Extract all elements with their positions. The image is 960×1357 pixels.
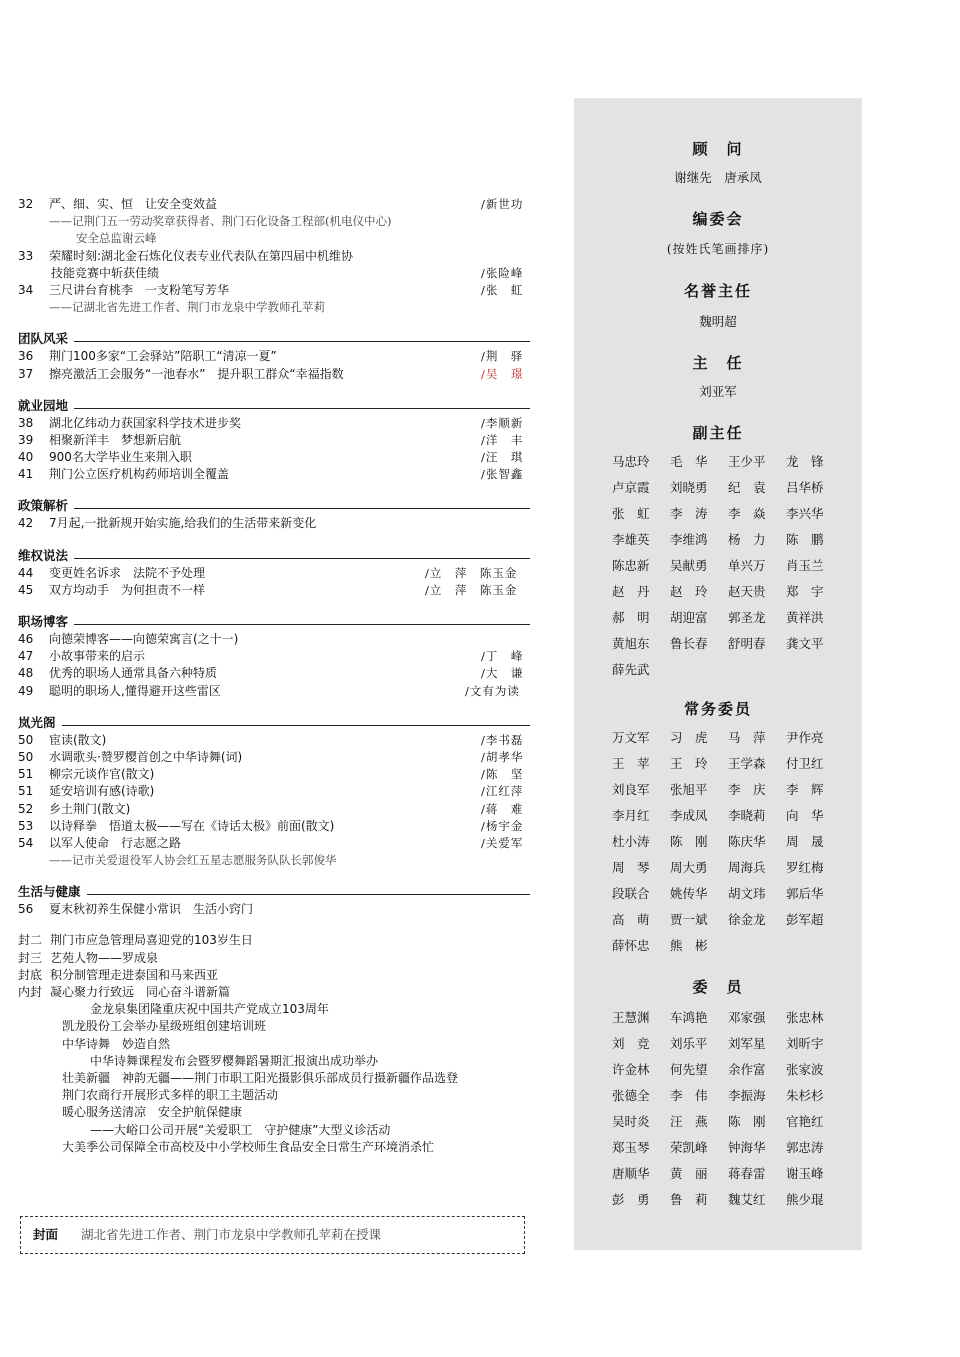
toc-entry — [18, 196, 530, 213]
article-author: /张 虹 — [481, 282, 524, 297]
board-member-name: 郭忠涛 — [786, 1140, 824, 1155]
article-title: 900名大学毕业生来荆入职 — [49, 450, 192, 465]
board-member-name: 彭军超 — [786, 912, 824, 927]
page-number: 53 — [18, 818, 34, 833]
article-title: 7月起,一批新规开始实施,给我们的生活带来新变化 — [49, 516, 317, 531]
cover-page-entry — [18, 932, 530, 949]
board-member-name: 李月红 — [612, 808, 650, 823]
page-number: 44 — [18, 565, 34, 580]
toc-entry — [18, 665, 530, 682]
article-author: /胡孝华 — [481, 749, 524, 764]
article-title: 荆门100多家“工会驿站”陪职工“清凉一夏” — [49, 349, 277, 364]
article-author: /张险峰 — [481, 265, 524, 280]
page-number: 39 — [18, 432, 34, 447]
article-author: /大 谦 — [481, 666, 524, 681]
section-heading — [18, 613, 530, 631]
article-subtitle-continued: 安全总监谢云峰 — [76, 231, 157, 246]
article-title: 柳宗元谈作官(散文) — [49, 767, 155, 782]
board-member-name: 鲁长春 — [670, 636, 708, 651]
cover-page-entry — [18, 1018, 530, 1035]
board-member-name: 张忠林 — [786, 1010, 824, 1025]
article-title: 变更姓名诉求 法院不予处理 — [49, 565, 206, 580]
article-title: 荆门公立医疗机构药师培训全覆盖 — [49, 467, 230, 482]
board-member-name: 钟海华 — [728, 1140, 766, 1155]
section-heading — [18, 397, 530, 415]
cover-page-entry — [18, 950, 530, 967]
section-title: 政策解析 — [18, 497, 74, 515]
page-number: 47 — [18, 649, 34, 664]
board-member-name: 毛 华 — [670, 454, 708, 469]
editorial-board-panel — [574, 98, 862, 1250]
article-title: 水调歌头·赞罗樱首创之中华诗舞(词) — [49, 749, 243, 764]
article-title: 以诗释拳 悟道太极——写在《诗话太极》前面(散文) — [49, 818, 335, 833]
board-member-name: 陈庆华 — [728, 834, 766, 849]
board-member-name: 卢京霞 — [612, 480, 650, 495]
board-member-name: 向 华 — [786, 808, 824, 823]
board-member-name: 王 苹 — [612, 756, 650, 771]
cover-page-item: 暖心服务送清凉 安全护航保健康 — [62, 1105, 243, 1120]
article-author: /新世功 — [481, 197, 524, 211]
board-member-name: 蒋春雷 — [728, 1166, 766, 1181]
board-member-name: 吴时炎 — [612, 1114, 650, 1129]
board-member-name: 唐顺华 — [612, 1166, 650, 1181]
page-number: 36 — [18, 349, 34, 364]
article-author: /杨宇金 — [481, 818, 524, 833]
section-heading — [18, 547, 530, 565]
toc-entry — [18, 852, 530, 869]
cover-page-entry — [18, 1070, 530, 1087]
toc-entry — [18, 265, 530, 282]
section-title: 维权说法 — [18, 547, 74, 565]
spacer — [18, 918, 530, 932]
board-member-name: 赵 丹 — [612, 584, 650, 599]
committee-heading: 编委会 — [692, 210, 744, 228]
section-title: 岚光阁 — [18, 714, 62, 732]
board-member-name: 周海兵 — [728, 860, 766, 875]
board-member-name: 周 晟 — [786, 834, 824, 849]
page-number: 49 — [18, 683, 34, 698]
section-title: 生活与健康 — [18, 883, 87, 901]
board-member-name: 王学森 — [728, 756, 766, 771]
page-number: 32 — [18, 197, 34, 211]
article-title: 小故事带来的启示 — [49, 649, 146, 664]
section-title: 职场博客 — [18, 613, 74, 631]
board-member-name: 肖玉兰 — [786, 558, 824, 573]
board-member-name: 李雄英 — [612, 532, 650, 547]
board-member-name: 薛怀忠 — [612, 938, 650, 953]
article-author: /立 萍 陈玉金 — [425, 565, 518, 580]
board-member-name: 马忠玲 — [612, 454, 650, 469]
article-title: 聪明的职场人,懂得避开这些雷区 — [49, 683, 221, 698]
board-member-name: 薛先武 — [612, 662, 650, 677]
board-member-name: 车鸿艳 — [670, 1010, 708, 1025]
board-member-name: 杜小涛 — [612, 834, 650, 849]
section-heading — [18, 714, 530, 732]
board-member-name: 单兴万 — [728, 558, 766, 573]
board-member-name: 李振海 — [728, 1088, 766, 1103]
article-author: /荆 驿 — [481, 349, 524, 364]
section-heading — [18, 330, 530, 348]
toc-entry — [18, 449, 530, 466]
cover-page-label: 内封 — [18, 985, 43, 999]
article-title: 夏末秋初养生保健小常识 生活小窍门 — [49, 902, 254, 917]
page-number: 34 — [18, 282, 34, 297]
board-member-name: 谢玉峰 — [786, 1166, 824, 1181]
cover-page-item: 荆门农商行开展形式多样的职工主题活动 — [62, 1088, 279, 1103]
toc-entry — [18, 749, 530, 766]
board-member-name: 罗红梅 — [786, 860, 824, 875]
toc-entry — [18, 432, 530, 449]
board-member-name: 郑玉琴 — [612, 1140, 650, 1155]
toc-entry — [18, 631, 530, 648]
toc-entry — [18, 299, 530, 316]
toc-entry — [18, 213, 530, 230]
page-number: 48 — [18, 666, 34, 681]
article-author: /蒋 难 — [481, 801, 524, 816]
toc-entry — [18, 415, 530, 432]
director-name: 刘亚军 — [699, 384, 737, 399]
toc-entry — [18, 248, 530, 265]
article-title: 以军人使命 行志愿之路 — [49, 835, 182, 850]
board-member-name: 高 萌 — [612, 912, 650, 927]
section-rule — [18, 894, 530, 895]
page-number: 33 — [18, 248, 34, 263]
page-number: 41 — [18, 467, 34, 482]
toc-entry — [18, 783, 530, 800]
members-heading: 委 员 — [692, 978, 744, 996]
toc-entry — [18, 515, 530, 532]
board-member-name: 胡文玮 — [728, 886, 766, 901]
section-heading — [18, 883, 530, 901]
board-member-name: 胡迎富 — [670, 610, 708, 625]
article-author: /洋 丰 — [481, 432, 524, 447]
board-member-name: 陈 刚 — [728, 1114, 766, 1129]
board-member-name: 黄祥洪 — [786, 610, 824, 625]
board-member-name: 荣凯峰 — [670, 1140, 708, 1155]
board-member-name: 郝 明 — [612, 610, 650, 625]
page-number: 38 — [18, 415, 34, 430]
board-member-name: 张家波 — [786, 1062, 824, 1077]
cover-page-entry — [18, 984, 530, 1001]
toc-entry — [18, 901, 530, 918]
article-subtitle: ——记市关爱退役军人协会红五星志愿服务队队长郭俊华 — [49, 853, 337, 868]
section-rule — [18, 624, 530, 625]
cover-page-label: 封底 — [18, 967, 43, 982]
section-rule — [18, 558, 530, 559]
cover-page-entry — [18, 1122, 530, 1139]
board-member-name: 李 伟 — [670, 1088, 708, 1103]
board-member-name: 陈 鹏 — [786, 532, 824, 547]
board-member-name: 刘乐平 — [670, 1036, 708, 1051]
board-member-name: 官艳红 — [786, 1114, 824, 1129]
standing-members-heading: 常务委员 — [683, 700, 752, 718]
article-author: /文有为读 — [465, 683, 520, 698]
page-number: 52 — [18, 801, 34, 816]
board-member-name: 李 庆 — [728, 782, 766, 797]
article-title: 荣耀时刻:湖北金石炼化仪表专业代表队在第四届中机维协 — [49, 248, 354, 263]
board-member-name: 尹作亮 — [786, 730, 824, 745]
board-member-name: 李兴华 — [786, 506, 824, 521]
board-member-name: 余作富 — [728, 1062, 766, 1077]
cover-page-entry — [18, 1036, 530, 1053]
cover-page-item: 大美季公司保障全市高校及中小学校师生食品安全日常生产环境消杀忙 — [62, 1139, 435, 1154]
article-title: 乡土荆门(散文) — [49, 801, 131, 816]
board-member-name: 吕华桥 — [786, 480, 824, 495]
page-number: 50 — [18, 749, 34, 764]
board-member-name: 徐金龙 — [728, 912, 766, 927]
toc-entry — [18, 230, 530, 247]
toc-entry — [18, 348, 530, 365]
director-heading: 主 任 — [692, 354, 744, 372]
article-title: 双方均动手 为何担责不一样 — [49, 582, 206, 597]
toc-entry — [18, 818, 530, 835]
board-member-name: 魏艾红 — [728, 1192, 766, 1207]
toc-entry — [18, 366, 530, 383]
board-member-name: 李晓莉 — [728, 808, 766, 823]
cover-page-label: 封三 — [18, 950, 43, 965]
board-member-name: 段联合 — [612, 886, 650, 901]
cover-page-title: 凝心聚力行致远 同心奋斗谱新篇 — [50, 985, 231, 999]
board-member-name: 舒明春 — [728, 636, 766, 651]
board-member-name: 郑 宇 — [786, 584, 824, 599]
toc-entry — [18, 282, 530, 299]
board-member-name: 李 辉 — [786, 782, 824, 797]
board-member-name: 姚传华 — [670, 886, 708, 901]
toc-entry — [18, 732, 530, 749]
section-rule — [18, 408, 530, 409]
cover-page-item: 凯龙股份工会举办星级班组创建培训班 — [62, 1019, 267, 1034]
board-member-name: 李维鸿 — [670, 532, 708, 547]
article-author: /关爱军 — [481, 835, 524, 850]
cover-page-item: 中华诗舞 妙造自然 — [62, 1036, 171, 1051]
board-member-name: 刘军星 — [728, 1036, 766, 1051]
page-number: 50 — [18, 732, 34, 747]
board-member-name: 付卫红 — [786, 756, 824, 771]
article-author: /李顺新 — [481, 415, 524, 430]
section-title: 就业园地 — [18, 397, 74, 415]
honorary-director-name: 魏明超 — [699, 314, 737, 329]
article-title: 向德荣博客——向德荣寓言(之十一) — [49, 632, 239, 646]
article-title: 宦读(散文) — [49, 732, 107, 747]
honorary-director-heading: 名誉主任 — [683, 282, 752, 300]
committee-note: (按姓氏笔画排序) — [666, 242, 770, 256]
board-member-name: 陈忠新 — [612, 558, 650, 573]
cover-caption-text: 湖北省先进工作者、荆门市龙泉中学教师孔苹莉在授课 — [81, 1227, 382, 1242]
board-member-name: 刘良军 — [612, 782, 650, 797]
section-rule — [18, 725, 530, 726]
cover-page-label: 封二 — [18, 933, 43, 948]
board-member-name: 张旭平 — [670, 782, 708, 797]
page-number: 37 — [18, 366, 34, 381]
board-member-name: 朱杉杉 — [786, 1088, 824, 1103]
board-member-name: 黄 丽 — [670, 1166, 708, 1181]
article-title: 延安培训有感(诗歌) — [49, 784, 155, 799]
board-member-name: 刘昕宇 — [786, 1036, 824, 1051]
cover-caption-label: 封面 — [33, 1227, 59, 1242]
board-member-name: 习 虎 — [670, 730, 708, 745]
board-member-name: 熊 彬 — [670, 938, 708, 953]
board-member-name: 刘晓勇 — [670, 480, 708, 495]
board-member-name: 黄旭东 — [612, 636, 650, 651]
page-number: 54 — [18, 835, 34, 850]
article-author: /江红萍 — [481, 784, 524, 799]
article-author: /汪 琪 — [481, 450, 524, 465]
cover-page-entry — [18, 1053, 530, 1070]
cover-page-entry — [18, 1104, 530, 1121]
article-title: 严、细、实、恒 让安全变效益 — [49, 197, 218, 211]
board-member-name: 赵 玲 — [670, 584, 708, 599]
board-member-name: 邓家强 — [728, 1010, 766, 1025]
page-number: 46 — [18, 632, 34, 646]
toc-entry — [18, 683, 530, 700]
cover-page-title: 荆门市应急管理局喜迎党的103岁生日 — [50, 933, 253, 948]
cover-caption-box — [20, 1216, 525, 1254]
board-member-name: 周 琴 — [612, 860, 650, 875]
section-title: 团队风采 — [18, 330, 74, 348]
cover-page-item: 壮美新疆 神韵无疆——荆门市职工阳光摄影俱乐部成员行摄新疆作品选登 — [62, 1070, 459, 1085]
article-subtitle: ——记荆门五一劳动奖章获得者、荆门石化设备工程部(机电仪中心) — [49, 214, 392, 229]
vice-director-heading: 副主任 — [692, 424, 744, 442]
advisors-heading: 顾 问 — [692, 140, 744, 158]
toc-entry — [18, 582, 530, 599]
article-title: 湖北亿纬动力获国家科学技术进步奖 — [49, 415, 242, 430]
board-member-name: 熊少琨 — [786, 1192, 824, 1207]
toc-entry — [18, 648, 530, 665]
board-member-name: 汪 燕 — [670, 1114, 708, 1129]
toc-entry — [18, 466, 530, 483]
page-number: 42 — [18, 516, 34, 531]
article-author: /张智鑫 — [481, 467, 524, 482]
article-title-continued: 技能竞赛中斩获佳绩 — [51, 265, 160, 280]
board-member-name: 吴献勇 — [670, 558, 708, 573]
article-author: /陈 坚 — [481, 767, 524, 782]
board-member-name: 王少平 — [728, 454, 766, 469]
cover-page-entry — [18, 1001, 530, 1018]
board-member-name: 赵天贵 — [728, 584, 766, 599]
table-of-contents — [18, 196, 530, 1156]
article-title: 三尺讲台育桃李 一支粉笔写芳华 — [49, 282, 230, 297]
board-member-name: 李成凤 — [670, 808, 708, 823]
page-number: 45 — [18, 582, 34, 597]
toc-entry — [18, 801, 530, 818]
page-number: 51 — [18, 767, 34, 782]
article-author: /立 萍 陈玉金 — [425, 582, 518, 597]
board-member-name: 龚文平 — [786, 636, 824, 651]
board-member-name: 万文军 — [612, 730, 650, 745]
cover-page-entry — [18, 1139, 530, 1156]
section-rule — [18, 508, 530, 509]
board-member-name: 鲁 莉 — [670, 1192, 708, 1207]
toc-entry — [18, 835, 530, 852]
board-member-name: 李 涛 — [670, 506, 708, 521]
board-member-name: 张德全 — [612, 1088, 650, 1103]
article-title: 相聚新洋丰 梦想新启航 — [49, 432, 182, 447]
page-number: 56 — [18, 902, 34, 917]
board-member-name: 刘 竞 — [612, 1036, 650, 1051]
advisors-names: 谢继先 唐承凤 — [674, 170, 762, 185]
toc-entry — [18, 565, 530, 582]
board-member-name: 周大勇 — [670, 860, 708, 875]
board-member-name: 张 虹 — [612, 506, 650, 521]
cover-page-subitem: 金龙泉集团隆重庆祝中国共产党成立103周年 — [90, 1002, 329, 1017]
board-member-name: 纪 袁 — [728, 480, 766, 495]
toc-entry — [18, 766, 530, 783]
board-member-name: 郭后华 — [786, 886, 824, 901]
board-member-name: 许金林 — [612, 1062, 650, 1077]
cover-page-title: 艺苑人物——罗成泉 — [50, 950, 159, 965]
board-member-name: 杨 力 — [728, 532, 766, 547]
board-member-name: 王慧渊 — [612, 1010, 650, 1025]
board-member-name: 何先望 — [670, 1062, 708, 1077]
cover-page-subitem: ——大峪口公司开展“关爱职工 守护健康”大型义诊活动 — [90, 1122, 391, 1137]
article-title: 优秀的职场人通常具备六种特质 — [49, 666, 218, 681]
page-number: 40 — [18, 450, 34, 465]
article-subtitle: ——记湖北省先进工作者、荆门市龙泉中学教师孔苹莉 — [49, 300, 325, 315]
page-number: 51 — [18, 784, 34, 799]
article-title: 擦亮激活工会服务“一池春水” 提升职工群众“幸福指数 — [49, 366, 344, 381]
cover-page-entry — [18, 967, 530, 984]
article-author: /丁 峰 — [481, 649, 524, 664]
section-rule — [18, 341, 530, 342]
article-author: /李书磊 — [481, 732, 524, 747]
board-member-name: 龙 锋 — [786, 454, 824, 469]
board-member-name: 郭圣龙 — [728, 610, 766, 625]
article-author: /吴 璟 — [481, 366, 524, 381]
section-heading — [18, 497, 530, 515]
cover-page-subitem: 中华诗舞课程发布会暨罗樱舞蹈暑期汇报演出成功举办 — [90, 1053, 379, 1068]
board-member-name: 彭 勇 — [612, 1192, 650, 1207]
board-member-name: 李 焱 — [728, 506, 766, 521]
board-member-name: 贾一斌 — [670, 912, 708, 927]
cover-page-entry — [18, 1087, 530, 1104]
board-member-name: 王 玲 — [670, 756, 708, 771]
board-member-name: 陈 刚 — [670, 834, 708, 849]
cover-page-title: 积分制管理走进泰国和马来西亚 — [50, 967, 219, 982]
board-member-name: 马 萍 — [728, 730, 766, 745]
